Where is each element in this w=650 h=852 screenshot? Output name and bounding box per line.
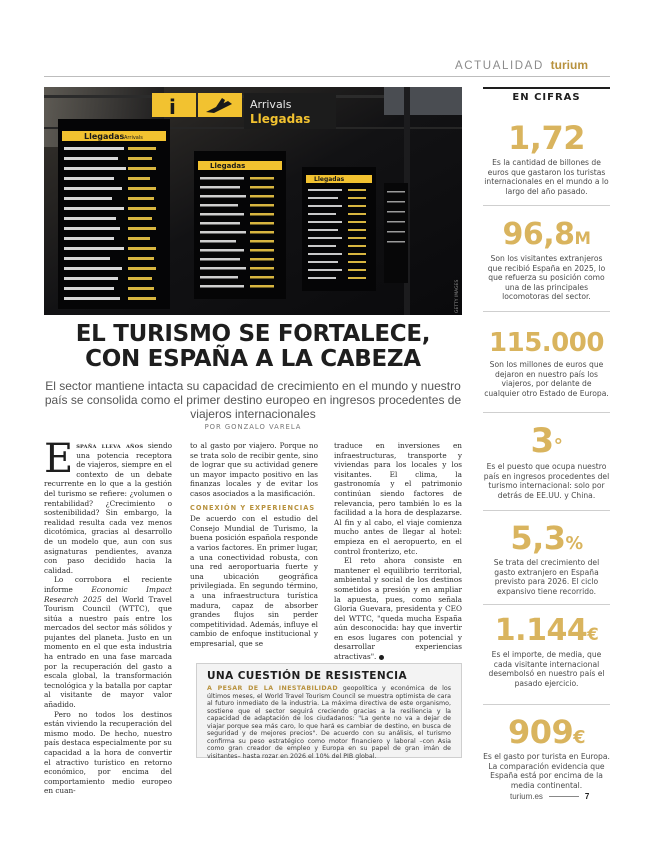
arrivals-board-right [302, 167, 376, 291]
headline-line-2: CON ESPAÑA A LA CABEZA [85, 346, 421, 372]
paragraph: Lo corrobora el reciente informe Economic Impact Research 2025 del World Travel Tourism Council (WTTC), que sitúa a nuestro país entre los mercados del sector más sólidos y pujantes del planeta. Justo en un momento en el que esta industria ha entrado en una fase marcada por la recuperación del gasto a escala global, la transformación tecnológica y la batalla por captar al visitante de mayor valor añadido. [44, 575, 173, 710]
page-footer [510, 792, 589, 801]
stat-value: 3° [530, 421, 563, 461]
stat-description: Son los visitantes extranjeros que recibió España en 2025, lo que refuerza su posición como una de las principales locomotoras del sector. [487, 254, 606, 302]
stat-2 [483, 217, 610, 302]
box-text: A PESAR DE LA INESTABILIDAD geopolítica y económica de los últimos meses, el World Travel Tourism Council se muestra optimista de cara al futuro inmediato de la industria. La máxima directiva de este organismo, sostiene que el sector seguirá creciendo gracias a la resiliencia y la capacidad de adaptación de los ciudadanos: "La gente no va a dejar de viajar porque sea más caro, lo que hará es cambiar de destino, en busca de seguridad y de mejores precios". De acuerdo con su análisis, el turismo confirma su peso estratégico como motor financiero y laboral –con Asia como gran creador de empleo y Europa en su papel de gran imán de visitantes– hasta rozar en 2026 el 10% del PIB global. [207, 685, 451, 760]
brand-logo: turium [550, 58, 588, 72]
article-column-3 [334, 441, 462, 662]
paragraph: to al gasto por viajero. Porque no se trata solo de recibir gente, sino de lograr que su actividad genere un mayor impacto positivo en las finanzas locales y de evitar los casos asociados a la masificación. [190, 441, 318, 498]
stat-6 [483, 613, 610, 688]
stat-divider [483, 412, 610, 413]
paragraph: España lleva años siendo una potencia receptora de viajeros, siempre en el contexto de un debate recurrente en lo que a la gestión del turismo se refiere: ¿volumen o rentabilidad? ¿Crecimiento o sostenibilidad? Sin embargo, la realidad resulta cada vez menos dicotómica, gracias al desarrollo de un modelo que, aun con sus asignaturas pendientes, avanza con paso decidido hacia la calidad. [44, 436, 173, 575]
board-title-middle: Llegadas [210, 162, 246, 170]
paragraph: Pero no todos los destinos están viviendo la recuperación del mismo modo. De hecho, nuestro país destaca especialmente por su capacidad a la hora de convertir el atractivo turístico en retorno económico, por encima del comportamiento medio europeo en cuan- [44, 709, 172, 796]
stat-value: 909€ [507, 713, 586, 751]
stat-value: 1,72 [508, 119, 585, 157]
box-lead-in: A PESAR DE LA INESTABILIDAD [207, 685, 338, 692]
footer-dash [549, 796, 579, 797]
arrivals-board-middle [194, 151, 286, 299]
stat-description: Se trata del crecimiento del gasto extranjero en España previsto para 2026. El ciclo expansivo tiene recorrido. [493, 558, 600, 596]
article-subheading: CONEXIÓN Y EXPERIENCIAS [190, 503, 316, 512]
stat-7 [483, 713, 610, 790]
stat-description: Es la cantidad de billones de euros que gastaron los turistas internacionales en el mundo a lo largo del año pasado. [484, 158, 609, 196]
footer-site: turium.es [510, 792, 543, 801]
hero-photo [44, 87, 462, 315]
stat-divider [483, 604, 610, 605]
stat-3 [483, 330, 610, 398]
article-column-2 [190, 441, 318, 648]
stat-divider [483, 704, 610, 705]
article-column-1 [44, 436, 173, 796]
stat-divider [483, 205, 610, 206]
stat-4 [483, 421, 610, 500]
stat-description: Es el puesto que ocupa nuestro país en ingresos procedentes del turismo internacional: solo por detrás de EE.UU. y China. [483, 462, 610, 500]
board-subtitle-left: Arrivals [124, 135, 143, 141]
stat-description: Es el gasto por turista en Europa. La comparación evidencia que España está por encima de la media continental. [483, 752, 610, 790]
stat-5 [483, 519, 610, 596]
svg-text:i: i [169, 95, 176, 119]
lead-in: spaña lleva años [76, 441, 144, 450]
stat-1 [483, 119, 610, 196]
report-title: Economic Impact Research 2025 [44, 584, 172, 604]
photo-credit: GETTY IMAGES [455, 279, 460, 313]
arrivals-board-left [58, 119, 170, 309]
board-title-right: Llegadas [314, 176, 345, 183]
paragraph: traduce en inversiones en infraestructuras, transporte y viviendas para los locales y los visitantes. El clima, la gastronomía y el patrimonio continúan siendo factores de relevancia, pero también lo es la facilidad a la hora de desplazarse. Al fin y al cabo, el viaje comienza mucho antes de llegar al hotel: empieza en el aeropuerto, en el control fronterizo, etc. [334, 441, 462, 556]
sidebar-box [196, 663, 462, 758]
stat-value: 5,3% [510, 519, 583, 557]
arrivals-sign-en: Arrivals [250, 98, 292, 111]
stat-value: 96,8M [502, 217, 591, 252]
article-subhead: El sector mantiene intacta su capacidad de crecimiento en el mundo y nuestro país se consolida como el primer destino europeo en ingresos procedentes de viajeros internacionales [44, 379, 462, 421]
stat-description: Son los millones de euros que dejaron en nuestro país los viajeros, por delante de cualquier otro Estado de Europa. [484, 360, 609, 398]
stat-value: 1.144€ [494, 613, 599, 648]
article-headline [44, 322, 462, 372]
box-title: UNA CUESTIÓN DE RESISTENCIA [207, 670, 407, 682]
board-title-left: Llegadas [84, 132, 125, 141]
paragraph: De acuerdo con el estudio del Consejo Mundial de Turismo, la buena posición española responde a varios factores. En primer lugar, a una conectividad robusta, con una red aeroportuaria fuerte y una ubicación geográfica privilegiada. En segundo término, a una infraestructura turística madura, capaz de absorber grandes flujos sin perder competitividad. Además, influye el cambio de enfoque institucional y empresarial, que se [190, 514, 318, 648]
section-header [455, 58, 588, 72]
arrivals-sign-es: Llegadas [250, 112, 311, 126]
stat-value: 115.000 [489, 328, 604, 358]
sidebar-rule [483, 87, 610, 89]
byline: POR GONZALO VARELA [204, 423, 302, 431]
end-mark [379, 655, 384, 660]
stat-divider [483, 510, 610, 511]
page-number: 7 [584, 792, 590, 801]
paragraph: El reto ahora consiste en mantener el equilibrio territorial, ambiental y social de los destinos sometidos a presión y en ampliar la apuesta, pues, como señala Gloria Guevara, presidenta y CEO del WTTC, "queda mucha España aún desconocida: hay que invertir en esos lugares con potencial y desarrollar experiencias atractivas". [334, 556, 462, 662]
stat-divider [483, 311, 610, 312]
drop-cap: E [44, 436, 74, 482]
stat-description: Es el importe, de media, que cada visitante internacional desembolsó en nuestro país el pasado ejercicio. [488, 650, 605, 688]
headline-line-1: EL TURISMO SE FORTALECE, [75, 321, 431, 347]
sidebar-title: EN CIFRAS [512, 92, 581, 103]
header-rule [44, 76, 610, 77]
section-label: ACTUALIDAD [455, 60, 544, 72]
